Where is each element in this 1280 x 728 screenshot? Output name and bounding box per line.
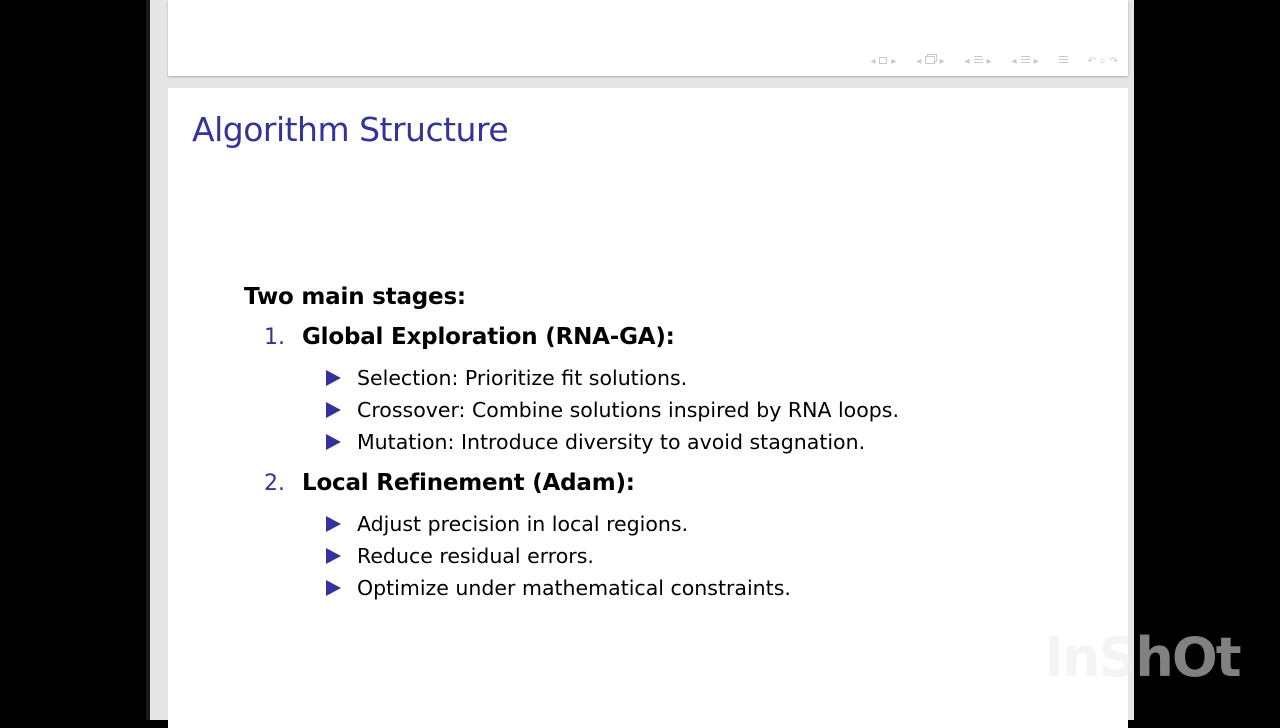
stage-heading (264, 324, 899, 350)
pdf-viewer (150, 0, 1134, 720)
nav-prev-arrow[interactable]: ◂ (870, 56, 876, 67)
right-letterbox (1134, 0, 1280, 720)
list-item (326, 572, 899, 604)
stage-heading (264, 470, 899, 496)
list-item (326, 540, 899, 572)
bullet-text: Optimize under mathematical constraints. (357, 576, 791, 600)
bullet-text: Adjust precision in local regions. (357, 512, 689, 536)
nav-next-arrow[interactable]: ▸ (1033, 56, 1039, 67)
previous-slide (168, 0, 1128, 76)
frame-icon[interactable] (879, 54, 887, 70)
lead-text: Two main stages: (244, 284, 466, 310)
triangle-bullet-icon (326, 548, 341, 564)
stage-global-exploration (264, 324, 899, 458)
left-letterbox (0, 0, 148, 720)
nav-next-arrow[interactable]: ▸ (939, 56, 945, 67)
slide-content (244, 284, 899, 616)
bullet-text: Selection: Prioritize fit solutions. (357, 366, 688, 390)
slide-title: Algorithm Structure (192, 110, 509, 149)
list-item (326, 508, 899, 540)
bullet-text: Mutation: Introduce diversity to avoid stagnation. (357, 430, 866, 454)
nav-prev-arrow[interactable]: ◂ (916, 56, 922, 67)
outline-icon[interactable] (1021, 54, 1030, 70)
search-icon[interactable]: ⌕ (1100, 56, 1106, 67)
triangle-bullet-icon (326, 516, 341, 532)
nav-prev-arrow[interactable]: ◂ (1011, 56, 1017, 67)
bullet-text: Reduce residual errors. (357, 544, 594, 568)
inshot-watermark: InShOt (1044, 626, 1240, 689)
nav-next-arrow[interactable]: ▸ (986, 56, 992, 67)
triangle-bullet-icon (326, 580, 341, 596)
bullet-text: Crossover: Combine solutions inspired by RNA loops. (357, 398, 899, 422)
list-item (326, 394, 899, 426)
stage-number: 2. (264, 471, 285, 496)
bullet-list (326, 508, 899, 604)
nav-next-arrow[interactable]: ▸ (891, 56, 897, 67)
current-slide (168, 88, 1128, 728)
toc-icon[interactable] (1059, 54, 1068, 70)
subsection-icon[interactable] (925, 54, 935, 70)
stage-local-refinement (264, 470, 899, 604)
beamer-navigation-bar (870, 54, 1118, 70)
list-item (326, 426, 899, 458)
triangle-bullet-icon (326, 434, 341, 450)
list-item (326, 362, 899, 394)
triangle-bullet-icon (326, 402, 341, 418)
redo-icon[interactable]: ↷ (1109, 56, 1118, 67)
undo-icon[interactable]: ↶ (1087, 56, 1096, 67)
section-icon[interactable] (974, 54, 983, 70)
stage-number: 1. (264, 325, 285, 350)
triangle-bullet-icon (326, 370, 341, 386)
stage-label: Global Exploration (RNA-GA): (302, 324, 675, 350)
bullet-list (326, 362, 899, 458)
nav-prev-arrow[interactable]: ◂ (964, 56, 970, 67)
stage-label: Local Refinement (Adam): (302, 470, 635, 496)
